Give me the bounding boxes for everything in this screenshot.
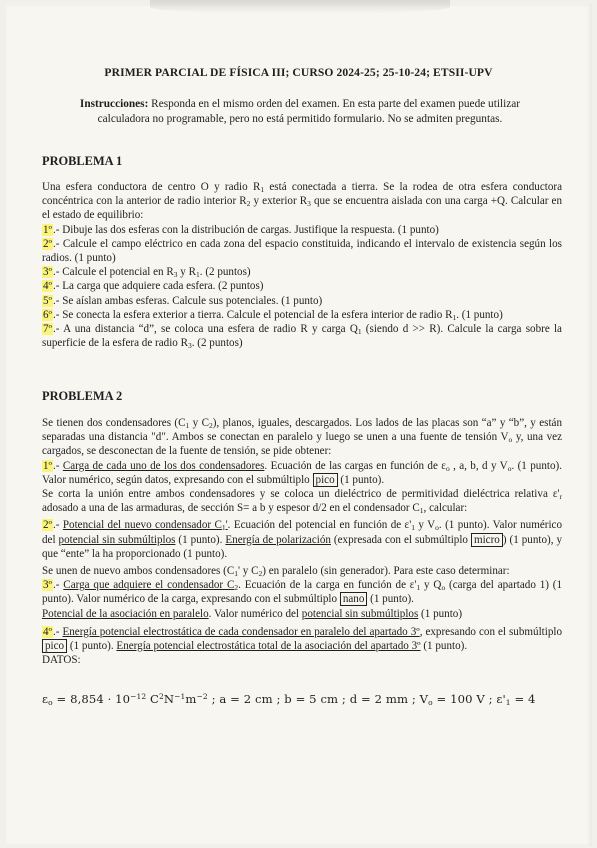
problem2-rejoin: Se unen de nuevo ambos condensadores ($C_1'$ y $C_2$) en paralelo (sin generador). Para este caso determinar: [42,565,510,579]
datos-values: $\varepsilon_o = 8,854 \cdot 10^{-12}$ $C^2N^{-1}m^{-2}$ ; a = 2 cm ; b = 5 cm ; d = 2 mm ; $V_o = 100$ V ; $\varepsilon'_1 = 4$ [42,692,536,707]
problem2-intro: Se tienen dos condensadores ($C_1$ y $C_2$), planos, iguales, descargados. Los lados de las placas son “a” y “b”, y están separadas una distancia "d". Ambos se conectan en paralelo y luego se unen a una fuente de tensión $V_o$ y, una vez cargados, se desconectan de la fuente de tensión, se pide obtener: [42,417,563,458]
problem2-heading: PROBLEMA 2 [42,389,123,403]
problem2-middle: Se corta la unión entre ambos condensadores y se coloca un dieléctrico de permitividad dieléctrica relativa $\varepsilon'_r$ adosado a una de las armaduras, de sección S= a b y espesor d/2 en el condensador $C_1$, calcular: [42,488,562,516]
exam-title: PRIMER PARCIAL DE FÍSICA III; CURSO 2024-25; 25-10-24; ETSII-UPV [104,66,493,79]
problem2-body [42,416,562,667]
problem1-item-1: 1º.- Dibuje las dos esferas con la distribución de cargas. Justifique la respuesta. (1 punto) [43,223,439,236]
unit-box-nano: nano [340,592,368,606]
problem2-item-1: 1º.- Carga de cada uno de los dos condensadores. Ecuación de las cargas en función de $\varepsilon_o$ , a, b, d y $V_o$. (1 punto). Valor numérico, según datos, expresando con el submúltiplo pico (1 punto). [42,459,562,486]
problem1-intro: Una esfera conductora de centro O y radio $R_1$ está conectada a tierra. Se la rodea de otra esfera conductora concéntrica con la anterior de radio interior $R_2$ y exterior $R_3$ que se encuentra aislada con una carga +Q. Calcular en el estado de equilibrio: [42,181,563,222]
instructions-text: Responda en el mismo orden del examen. En esta parte del examen puede utilizar calculadora no programable, pero no está permitido formulario. No se admiten preguntas. [97,98,521,125]
instructions-label: Instrucciones: [79,98,149,110]
instructions [55,97,545,127]
problem1-item-5: 5º.- Se aíslan ambas esferas. Calcule sus potenciales. (1 punto) [43,294,323,307]
problem1-body [42,180,562,350]
problem1-item-2: 2º.- Calcule el campo eléctrico en cada zona del espacio constituida, indicando el intervalo de existencia según los radios. (1 punto) [42,237,562,265]
datos-label: DATOS: [42,654,81,667]
page-fold-shadow [150,0,450,14]
problem1-heading: PROBLEMA 1 [42,154,123,168]
problem1-item-6: 6º.- Se conecta la esfera exterior a tierra. Calcule el potencial de la esfera interior de radio $R_1$. (1 punto) [43,308,503,322]
problem2-item-2: 2º.- Potencial del nuevo condensador $C_1'$. Ecuación del potencial en función de $\varepsilon'_1$ y $V_o$. (1 punto). Valor numérico del potencial sin submúltiplos (1 punto). Energía de polarización (expresada con el submúltiplo micro ) (1 punto), y que “ente” la ha proporcionado (1 punto). [42,519,563,560]
unit-box-pico-2: pico [42,639,67,653]
problem1-item-7: 7º.- A una distancia “d”, se coloca una esfera de radio R y carga $Q_1$ (siendo d >> R). Calcule la carga sobre la superficie de la esfera de radio $R_3$. (2 puntos) [42,323,562,351]
unit-box-pico: pico [313,473,338,487]
problem1-item-4: 4º.- La carga que adquiere cada esfera. (2 puntos) [43,280,264,293]
problem2-item-3: 3º.- Carga que adquiere el condensador $C_2$. Ecuación de la carga en función de $\varepsilon'_1$ y $Q_o$ (carga del apartado 1) (1 punto). Valor numérico de la carga, expresando con el submúltiplo nano (1 punto). Potencial de la asociación en paralelo. Valor numérico del potencial sin submúltiplos (1 punto) [42,579,563,620]
problem2-item-4: 4º.- Energía potencial electrostática de cada condensador en paralelo del apartado 3º, expresando con el submúltiplo pico (1 punto). Energía potencial electrostática total de la asociación del apartado 3º (1 punto). [43,625,562,653]
unit-box-micro: micro [471,533,503,547]
problem1-item-3: 3º.- Calcule el potencial en $R_3$ y $R_1$. (2 puntos) [43,266,251,280]
